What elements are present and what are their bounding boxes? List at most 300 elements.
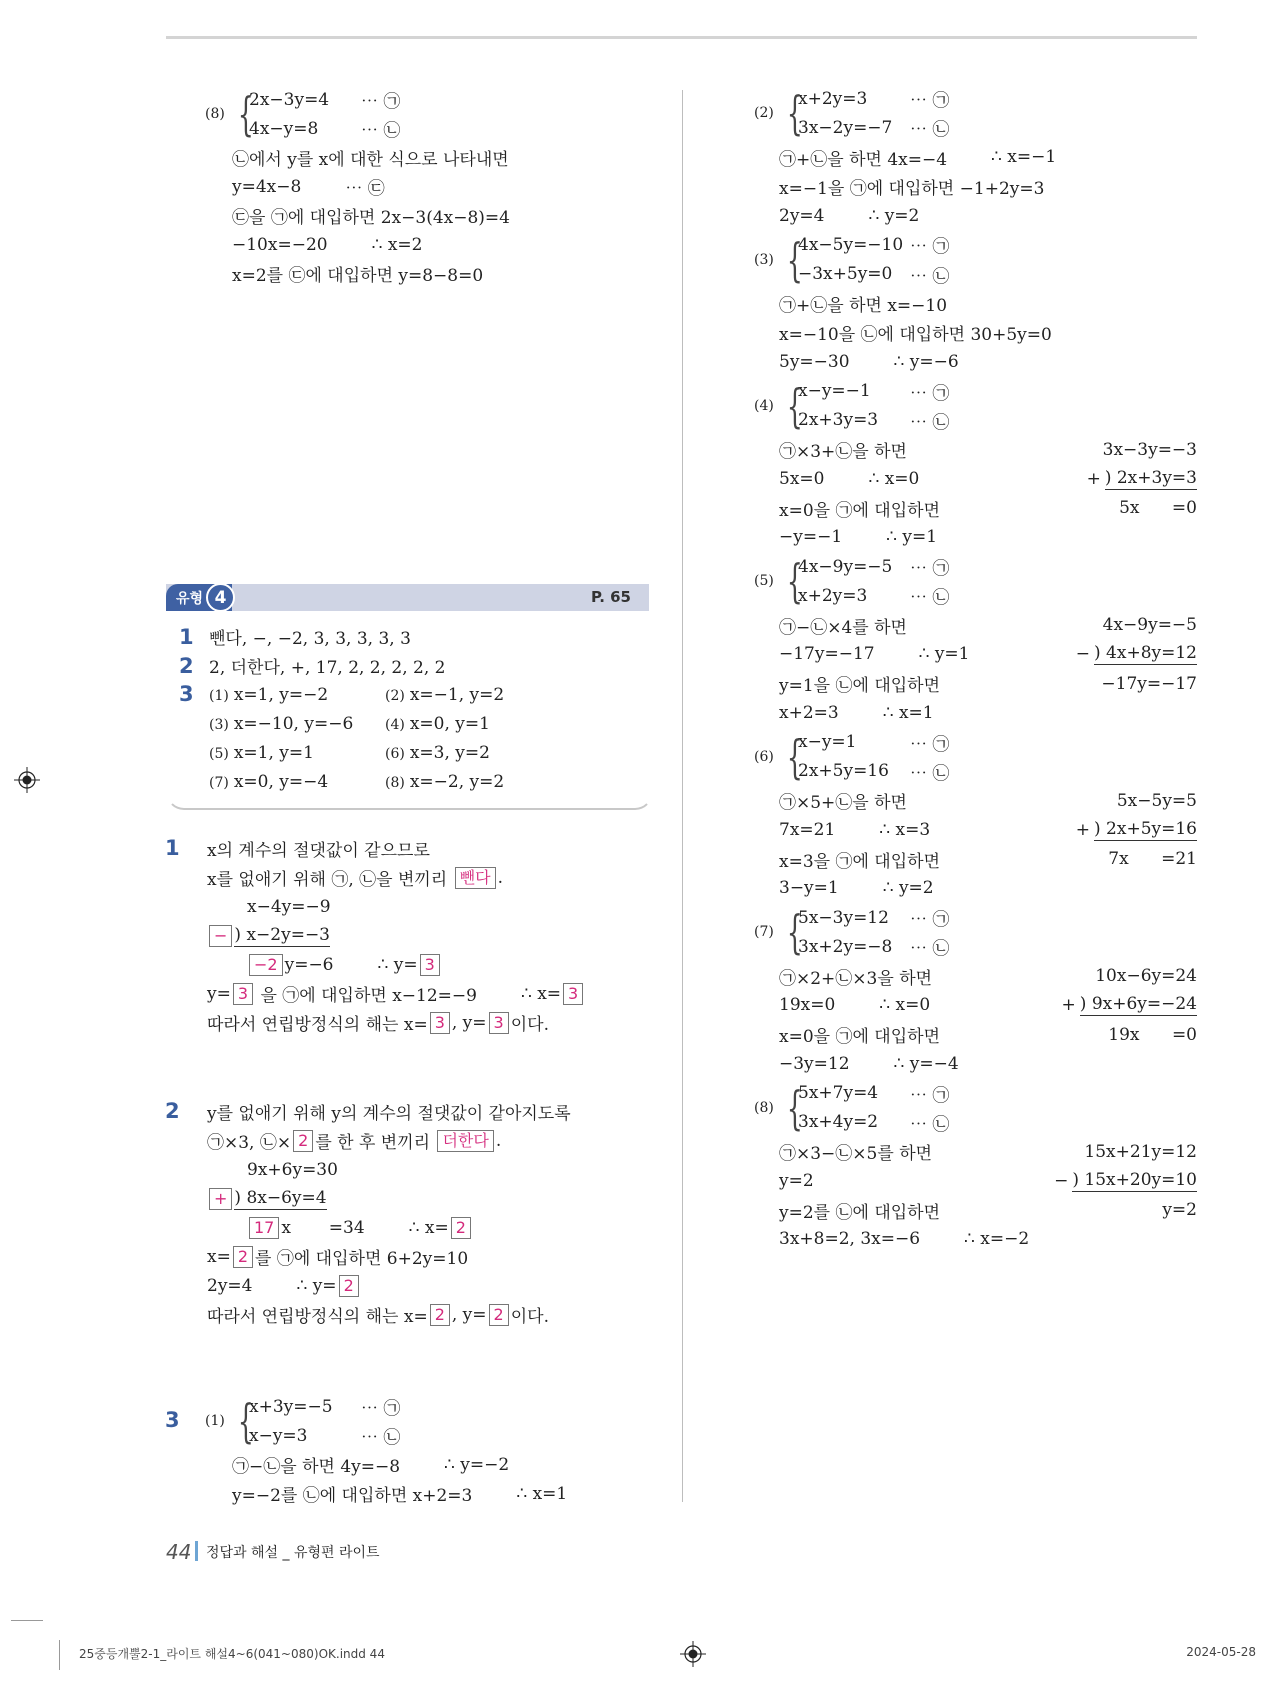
equation-line [798, 84, 949, 113]
answer-summary [179, 622, 561, 796]
answer-pair [385, 772, 561, 792]
text-segment: y=−6 [284, 954, 334, 975]
solution-number: 1 [165, 836, 180, 860]
answer-value: x=1, y=−2 [233, 684, 329, 705]
answer-blank-box: − [209, 925, 232, 947]
underlined-row: ) 15x+20y=10 [1072, 1169, 1197, 1190]
solution-number: 2 [165, 1099, 180, 1123]
calc-row [1087, 494, 1197, 523]
solution-line [207, 1097, 571, 1126]
problem-label: (6) [754, 748, 774, 765]
therefore-clause [868, 206, 919, 226]
left-brace-icon: { [786, 729, 803, 784]
equation-tag: ⋯ ㉡ [361, 121, 401, 141]
solution-line [232, 172, 510, 201]
solution-line [207, 1300, 571, 1329]
text-segment: x=0을 ㉠에 대입하면 [779, 500, 940, 521]
calc-value: 7x =21 [1108, 849, 1197, 870]
equation-line [798, 903, 949, 932]
type-number: 4 [206, 583, 235, 612]
right-solution-item [754, 903, 1197, 1079]
text-segment: 5y=−30 [779, 351, 850, 372]
text-segment: 을 ㉠에 대입하면 x−12=−9 [255, 986, 477, 1006]
footer-bar [195, 1541, 198, 1561]
text-segment: x=−10을 ㉡에 대입하면 30+5y=0 [779, 325, 1052, 346]
answer-blank-box: 3 [233, 983, 253, 1005]
text-segment: 를 ㉠에 대입하면 6+2y=10 [255, 1249, 469, 1269]
text-segment: 를 한 후 변끼리 [315, 1133, 436, 1153]
equation-line [798, 581, 949, 610]
calc-value: 5x−5y=5 [1116, 790, 1197, 811]
calc-row [1054, 1137, 1197, 1166]
therefore-clause [378, 954, 442, 976]
text-segment: 3x+8=2, 3x=−6 [779, 1229, 921, 1250]
therefore-clause [919, 644, 970, 664]
equation: x+3y=−5 [249, 1396, 333, 1417]
calc-operator: − [1054, 1170, 1069, 1191]
underlined-row: ) 2x+5y=16 [1094, 818, 1197, 839]
therefore-clause [372, 235, 423, 255]
text-segment: x= [207, 1246, 231, 1267]
text-segment: ∴ y=2 [882, 878, 934, 899]
text-segment: y=2를 ㉡에 대입하면 [779, 1202, 941, 1223]
underlined-row: ) 2x+3y=3 [1104, 467, 1197, 488]
text-segment: x−4y=−9 [247, 896, 331, 917]
calc-row [1062, 1020, 1197, 1049]
problem-label: (3) [754, 251, 774, 268]
text-segment: 이다. [510, 1307, 549, 1327]
text-segment: ∴ y=2 [868, 205, 920, 226]
calc-operator: − [1075, 644, 1090, 665]
equation-line [798, 757, 949, 786]
footer-title: 정답과 해설 _ 유형편 라이트 [206, 1545, 380, 1561]
solution-lines [779, 143, 1197, 231]
calc-row [1076, 815, 1197, 844]
answer-number: 3 [179, 682, 194, 706]
equation-tag: ⋯ ㉡ [910, 266, 950, 287]
answer-blank-box: 2 [233, 1246, 253, 1268]
calc-value: 2x+5y=16 [1106, 818, 1197, 839]
solution-lines [779, 289, 1197, 377]
equations [798, 728, 949, 787]
text-segment: ㉠×3−㉡×5를 하면 [779, 1144, 933, 1165]
text-segment: 9x+6y=30 [247, 1159, 338, 1180]
equation-system [754, 903, 1197, 962]
equation: x−y=1 [798, 732, 857, 753]
equation-line [249, 114, 400, 143]
answer-blank-box: 3 [489, 1012, 509, 1034]
equation-tag: ⋯ ㉡ [361, 1428, 401, 1448]
calc-value: 15x+20y=10 [1084, 1169, 1197, 1190]
equation: 3x+2y=−8 [798, 936, 893, 957]
answer-label: (7) [209, 774, 229, 791]
text-segment: y=4x−8 [232, 176, 302, 197]
right-solution-item [754, 84, 1197, 230]
solution-line [207, 1184, 571, 1213]
print-slug-file: 25중등개뿔2-1_라이트 해설4~6(041~080)OK.indd 44 [79, 1647, 385, 1661]
calc-row [1062, 991, 1197, 1020]
text-segment: ㉠×2+㉡×3을 하면 [779, 968, 933, 989]
equation-line [249, 1421, 400, 1450]
answer-label: (3) [209, 716, 229, 733]
answer-blank-box: 3 [420, 954, 440, 976]
answer-blank-box: 더한다 [437, 1130, 493, 1152]
equation-tag: ⋯ ㉠ [910, 910, 950, 931]
text-segment: ㉡에서 y를 x에 대한 식으로 나타내면 [232, 150, 509, 170]
answer-pair [209, 772, 385, 792]
vertical-calculation [1087, 435, 1197, 523]
calc-row [1076, 669, 1197, 698]
text-segment: 따라서 연립방정식의 해는 x= [207, 1015, 428, 1035]
text-segment: ∴ y= [296, 1275, 337, 1296]
answer-pair [209, 743, 385, 763]
text-segment: x=0을 ㉠에 대입하면 [779, 1027, 940, 1048]
calc-value: 9x+6y=−24 [1091, 994, 1197, 1015]
left-brace-icon: { [786, 232, 803, 287]
vertical-calculation [1054, 1137, 1197, 1225]
equation-system [754, 552, 1197, 611]
text-segment: x=−1을 ㉠에 대입하면 −1+2y=3 [779, 178, 1045, 199]
answer-value: x=−2, y=2 [409, 771, 505, 792]
equation-line [798, 406, 949, 435]
therefore-clause [886, 527, 937, 547]
equation-line [249, 85, 400, 114]
text-segment: x의 계수의 절댓값이 같으므로 [207, 841, 430, 861]
answer-text: 2, 더한다, +, 17, 2, 2, 2, 2, 2 [209, 658, 446, 678]
therefore-clause [516, 1484, 567, 1504]
text-segment: , y= [451, 1012, 487, 1033]
equation: 2x+5y=16 [798, 761, 889, 782]
equation-system [205, 85, 401, 143]
equation: 5x−3y=12 [798, 907, 889, 928]
calc-row [1087, 435, 1197, 464]
solution-line [207, 834, 585, 863]
text-segment: ∴ x=1 [516, 1483, 568, 1504]
answer-value: x=0, y=−4 [233, 771, 329, 792]
therefore-clause [521, 983, 585, 1005]
equation-tag: ⋯ ㉠ [910, 91, 950, 112]
solution-line [207, 1155, 571, 1184]
equations [249, 85, 400, 143]
type-label: 유형 [166, 584, 232, 611]
calc-operator: + [1061, 995, 1076, 1016]
text-segment: 3−y=1 [779, 878, 839, 899]
text-segment: y= [207, 983, 231, 1004]
answer-pair [385, 685, 561, 705]
equation: 3x−2y=−7 [798, 117, 893, 138]
answer-label: (4) [385, 716, 405, 733]
left-brace-icon: { [786, 554, 803, 609]
answer-blank-box: 2 [339, 1275, 359, 1297]
calc-row [1054, 1166, 1197, 1195]
problem-label: (2) [754, 105, 774, 122]
equations [249, 1392, 400, 1450]
text-segment: ∴ y=−4 [893, 1053, 959, 1074]
calc-value: 15x+21y=12 [1084, 1141, 1197, 1162]
text-segment: ∴ y= [377, 954, 418, 975]
equation: x−y=3 [249, 1425, 308, 1446]
therefore-clause [345, 174, 384, 199]
text-segment: −3y=12 [779, 1053, 850, 1074]
answer-value: x=1, y=1 [233, 742, 314, 763]
text-segment: x=2를 ㉢에 대입하면 y=8−8=0 [232, 266, 484, 286]
text-segment: 2y=4 [207, 1275, 253, 1296]
text-segment: y=−2를 ㉡에 대입하면 x+2=3 [232, 1486, 473, 1506]
underlined-row: ) 9x+6y=−24 [1079, 994, 1197, 1015]
answer-label: (8) [385, 774, 405, 791]
vertical-calculation [1076, 611, 1197, 699]
text-segment: , y= [451, 1304, 487, 1325]
text-segment: 7x=21 [779, 819, 836, 840]
text-segment: . [495, 1130, 502, 1151]
equation-tag: ⋯ ㉡ [910, 763, 950, 784]
equations [798, 84, 949, 143]
answer-blank-box: 17 [249, 1217, 279, 1239]
text-segment: ⋯ ㉢ [345, 179, 385, 199]
text-segment: ∴ y=−6 [893, 351, 959, 372]
solution-line [779, 1225, 1197, 1254]
solution-line [779, 874, 1197, 903]
solution-line [232, 143, 510, 172]
text-segment: ∴ x=3 [879, 819, 931, 840]
equation-tag: ⋯ ㉡ [910, 120, 950, 141]
equation-tag: ⋯ ㉠ [361, 92, 401, 112]
calc-value: 10x−6y=24 [1095, 966, 1197, 987]
solution-line [779, 143, 1197, 172]
equations [798, 552, 949, 611]
equation-line [798, 113, 949, 142]
right-solution-item [754, 728, 1197, 904]
problem-label: (7) [754, 924, 774, 941]
equation-tag: ⋯ ㉡ [910, 939, 950, 960]
solution-line [207, 1008, 585, 1037]
solution-line [779, 201, 1197, 230]
answer-pair [385, 743, 561, 763]
answer-2 [179, 651, 561, 680]
right-solution-item [754, 377, 1197, 553]
underlined-equation: ) 8x−6y=4 [234, 1187, 327, 1208]
text-segment: 따라서 연립방정식의 해는 x= [207, 1307, 428, 1327]
answer-label: (6) [385, 745, 405, 762]
text-segment: ㉠−㉡×4를 하면 [779, 617, 907, 638]
answer-blank-box: 2 [293, 1130, 313, 1152]
underlined-equation: ) x−2y=−3 [234, 924, 330, 945]
answer-blank-box: 2 [451, 1217, 471, 1239]
text-segment: 5x=0 [779, 468, 825, 489]
text-segment: x를 없애기 위해 ㉠, ㉡을 변끼리 [207, 870, 453, 890]
equations [798, 230, 949, 289]
left-brace-icon: { [786, 86, 803, 141]
solution-line [232, 259, 510, 288]
equation: x−y=−1 [798, 381, 871, 402]
answer-1 [179, 622, 561, 651]
equation-system [754, 1079, 1197, 1138]
solution-2-lines [207, 1097, 571, 1329]
text-segment: ㉠+㉡을 하면 4x=−4 [779, 149, 948, 170]
solution-line [232, 1450, 567, 1479]
text-segment: ∴ y=1 [886, 527, 938, 548]
equation-tag: ⋯ ㉡ [910, 588, 950, 609]
therefore-clause [879, 820, 930, 840]
equation: 2x−3y=4 [249, 89, 330, 110]
solution-line [207, 921, 585, 950]
answer-value: x=3, y=2 [409, 742, 490, 763]
answer-number: 1 [179, 624, 194, 649]
solution-line [779, 698, 1197, 727]
registration-mark-icon [680, 1641, 706, 1667]
solution-line [779, 523, 1197, 552]
equation: 3x+4y=2 [798, 1112, 879, 1133]
type-header [166, 584, 649, 611]
solution-2 [165, 1097, 571, 1329]
problem-label: (8) [205, 106, 225, 122]
text-segment: x =34 [281, 1217, 365, 1238]
equation-tag: ⋯ ㉡ [910, 1114, 950, 1135]
text-segment: x+2=3 [779, 702, 839, 723]
answer-row [209, 738, 561, 767]
problem-label: (1) [205, 1413, 225, 1429]
left-brace-icon: { [786, 905, 803, 960]
equation-line [798, 377, 949, 406]
answer-label: (5) [209, 745, 229, 762]
page-reference: P. 65 [590, 588, 631, 606]
text-segment: 이다. [510, 1015, 549, 1035]
text-segment: −y=−1 [779, 527, 843, 548]
answer-blank-box: 2 [489, 1304, 509, 1326]
problem-label: (5) [754, 573, 774, 590]
therefore-clause [879, 995, 930, 1015]
left-top-solution [205, 85, 401, 143]
solution-line [779, 289, 1197, 318]
solution-line [779, 318, 1197, 347]
answer-row [209, 680, 561, 709]
answer-pair [385, 714, 561, 734]
equation: −3x+5y=0 [798, 264, 893, 285]
right-solution-item [754, 230, 1197, 376]
text-segment: ∴ x= [408, 1217, 449, 1238]
left-brace-icon: { [237, 87, 254, 141]
calc-value: 2x+3y=3 [1116, 467, 1197, 488]
calc-row [1076, 611, 1197, 640]
solution-line [779, 347, 1197, 376]
calc-value: y=2 [1162, 1200, 1197, 1221]
equation-tag: ⋯ ㉠ [910, 383, 950, 404]
answer-text: 뺀다, −, −2, 3, 3, 3, 3, 3 [209, 629, 411, 649]
left-brace-icon: { [786, 1080, 803, 1135]
equation: 4x−y=8 [249, 118, 319, 139]
answer-blank-box: −2 [249, 954, 283, 976]
answer-blank-box: 뺀다 [455, 867, 496, 889]
underlined-row: ) 4x+8y=12 [1094, 643, 1197, 664]
solution-line [207, 1213, 571, 1242]
text-segment: ∴ x=2 [371, 234, 423, 255]
therefore-clause [964, 1229, 1029, 1249]
answer-label: (2) [385, 687, 405, 704]
therefore-clause [894, 1054, 959, 1074]
answer-number: 2 [179, 653, 194, 678]
solution-line [207, 892, 585, 921]
equation-system [754, 377, 1197, 436]
page-number: 44 [166, 1540, 192, 1564]
crop-mark [59, 1640, 60, 1670]
equation-line [798, 728, 949, 757]
crop-mark [11, 1620, 43, 1621]
calc-row [1076, 786, 1197, 815]
calc-value: 19x =0 [1108, 1024, 1197, 1045]
solution-1-lines [207, 834, 585, 1037]
equation-line [798, 260, 949, 289]
equation: 5x+7y=4 [798, 1083, 879, 1104]
solution-3-lines [232, 1450, 567, 1508]
text-segment: ∴ x=1 [882, 702, 934, 723]
solution-number: 3 [165, 1408, 180, 1432]
calc-value: −17y=−17 [1101, 673, 1197, 694]
equation-line [249, 1392, 400, 1421]
therefore-clause [296, 1275, 360, 1297]
equation: x+2y=3 [798, 585, 868, 606]
equation-line [798, 1108, 949, 1137]
calc-value: 5x =0 [1119, 498, 1197, 519]
text-segment: ∴ y=1 [918, 644, 970, 665]
equation: x+2y=3 [798, 88, 868, 109]
text-segment: ㉠×3, ㉡× [207, 1133, 292, 1153]
left-brace-icon: { [237, 1394, 254, 1448]
calc-row [1076, 640, 1197, 669]
equation: 4x−5y=−10 [798, 234, 904, 255]
calc-row [1076, 845, 1197, 874]
answer-row [209, 767, 561, 796]
equation-system [754, 84, 1197, 143]
equation: 4x−9y=−5 [798, 556, 893, 577]
column-divider [682, 90, 683, 1502]
text-segment: −17y=−17 [779, 644, 875, 665]
calc-row [1054, 1196, 1197, 1225]
answer-value: x=−10, y=−6 [233, 713, 354, 734]
text-segment: ∴ x=0 [868, 468, 920, 489]
solution-line [207, 950, 585, 979]
left-brace-icon: { [786, 378, 803, 433]
calc-row [1087, 464, 1197, 493]
answer-pair [209, 714, 385, 734]
solution-1 [165, 834, 585, 1037]
text-segment: 2y=4 [779, 205, 825, 226]
answer-value: x=0, y=1 [409, 713, 490, 734]
solution-3 [165, 1392, 401, 1450]
solution-line [207, 863, 585, 892]
calc-value: 3x−3y=−3 [1102, 439, 1197, 460]
right-solution-item [754, 1079, 1197, 1255]
text-segment: ㉠−㉡을 하면 4y=−8 [232, 1457, 401, 1477]
text-segment: . [497, 867, 503, 888]
equation: 2x+3y=3 [798, 410, 879, 431]
answer-label: (1) [209, 687, 229, 704]
equation-line [798, 230, 949, 259]
answer-blank-box: 2 [430, 1304, 450, 1326]
calc-value: 4x+8y=12 [1106, 643, 1197, 664]
vertical-calculation [1062, 962, 1197, 1050]
text-segment: ∴ x=−1 [991, 147, 1057, 168]
text-segment: ㉠+㉡을 하면 x=−10 [779, 295, 948, 316]
left-top-solution-lines [232, 143, 510, 288]
solution-line [207, 1126, 571, 1155]
equations [798, 1079, 949, 1138]
text-segment: 19x=0 [779, 995, 836, 1016]
equation-tag: ⋯ ㉠ [910, 237, 950, 258]
text-segment: y를 없애기 위해 y의 계수의 절댓값이 같아지도록 [207, 1104, 571, 1124]
therefore-clause [991, 147, 1056, 167]
equation-system [205, 1392, 401, 1450]
equation-tag: ⋯ ㉡ [910, 412, 950, 433]
